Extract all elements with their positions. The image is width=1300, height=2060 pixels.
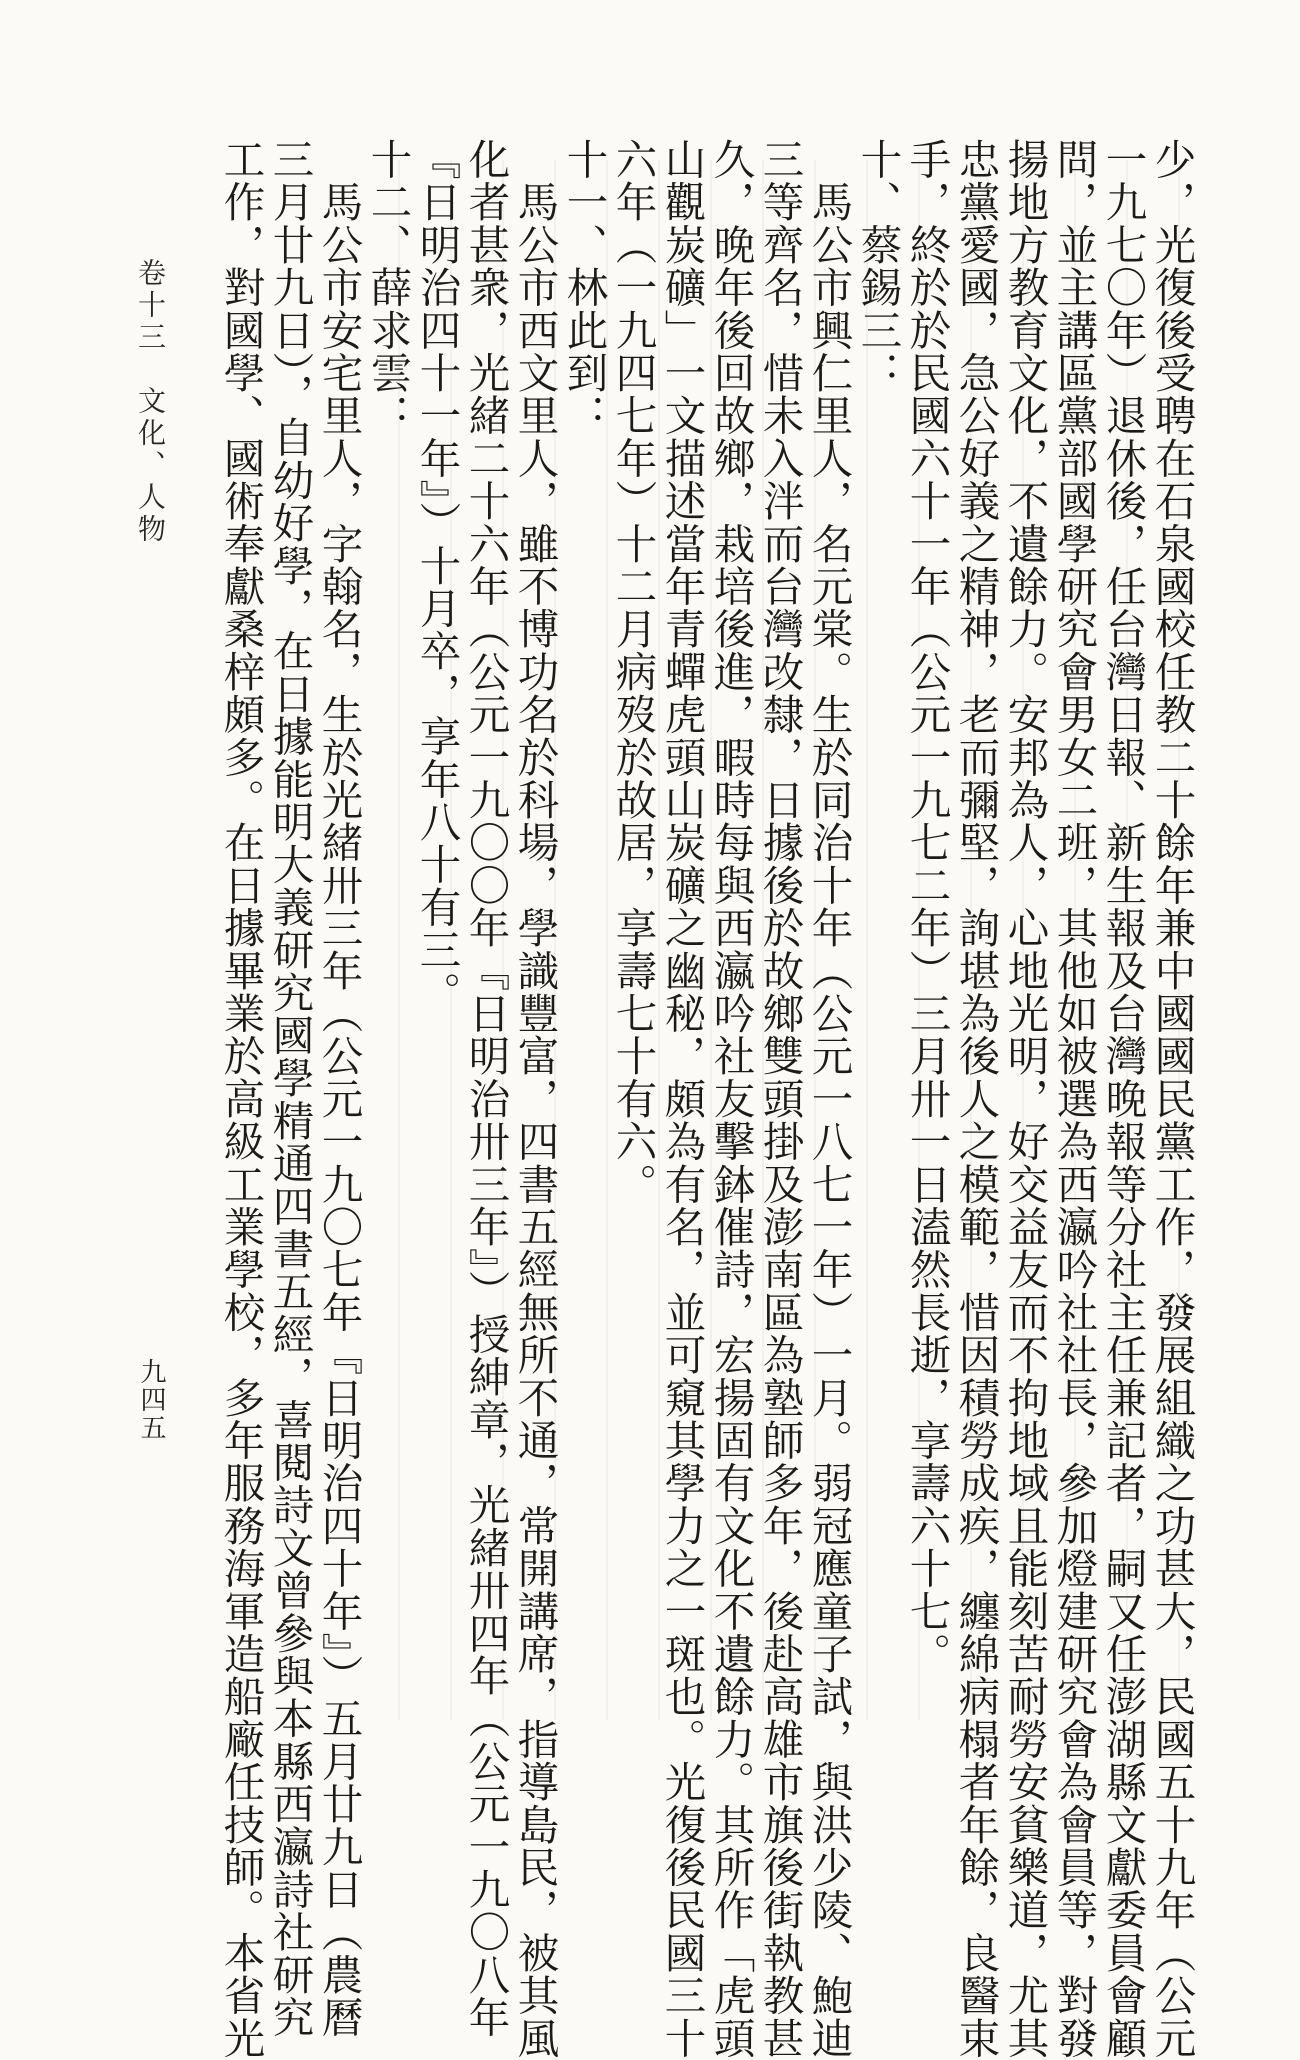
text-column-1: 少，光復後受聘在石泉國校任教二十餘年兼中國國民黨工作，發展組織之功甚大，民國五十九年（公元 xyxy=(1147,138,1197,2060)
text-column-8: 馬公市興仁里人，名元棠。生於同治十年（公元一八七一年）一月。弱冠應童子試，與洪少陵、鮑迪 xyxy=(804,138,854,2060)
text-column-5: 忠黨愛國，急公好義之精神，老而彌堅，詢堪為後人之模範，惜因積勞成疾，纏綿病榻者年餘，良醫束 xyxy=(951,138,1001,2060)
section-heading-12: 十二、薛求雲： xyxy=(363,138,413,437)
text-column-18: 馬公市安宅里人，字翰名，生於光緒卅三年（公元一九〇七年『日明治四十年』）五月廿九日（農曆 xyxy=(314,138,364,2039)
section-heading-11: 十一、林此到： xyxy=(559,138,609,437)
text-column-16: 『日明治四十一年』）十月卒，享年八十有三。 xyxy=(412,138,462,1014)
margin-title: 卷十三 文化、人物 xyxy=(134,258,167,546)
text-column-6: 手，終於於民國六十一年（公元一九七二年）三月卅一日溘然長逝，享壽六十七。 xyxy=(902,138,952,1676)
text-column-19: 三月廿九日），自幼好學，在日據能明大義研究國學精通四書五經，喜閱詩文曾參與本縣西瀛詩社研究 xyxy=(265,138,315,2039)
text-column-11: 山觀炭礦」一文描述當年青蟬虎頭山炭礦之幽秘，頗為有名，並可窺其學力之一斑也。光復後民國三十 xyxy=(657,138,707,2060)
text-column-20: 工作，對國學、國術奉獻桑梓頗多。在日據畢業於高級工業學校，多年服務海軍造船廠任技師。本省光 xyxy=(216,138,266,2060)
text-column-3: 問，並主講區黨部國學研究會男女二班，其他如被選為西瀛吟社社長，參加燈建研究會為會員等，對發 xyxy=(1049,138,1099,2060)
text-column-2: 一九七〇年）退休後，任台灣日報、新生報及台灣晚報等分社主任兼記者，嗣又任澎湖縣文獻委員會顧 xyxy=(1098,138,1148,2060)
text-column-15: 化者甚衆，光緒二十六年（公元一九〇〇年『日明治卅三年』）授紳章，光緒卅四年（公元一九〇八年 xyxy=(461,138,511,2039)
text-column-12: 六年（一九四七年）十二月病歿於故居，享壽七十有六。 xyxy=(608,138,658,1206)
text-column-14: 馬公市西文里人，雖不博功名於科場，學識豐富，四書五經無所不通，常開講席，指導島民，被其風 xyxy=(510,138,560,2060)
text-column-4: 揚地方教育文化，不遺餘力。安邦為人，心地光明，好交益友而不拘地域且能刻苦耐勞安貧樂道，尤其 xyxy=(1000,138,1050,2060)
text-column-9: 三等齊名，惜未入泮而台灣改隸，日據後於故鄉雙頭掛及澎南區為塾師多年，後赴高雄市旗後街執教甚 xyxy=(755,138,805,2060)
text-column-10: 久，晚年後回故鄉，栽培後進，暇時每與西瀛吟社友擊鉢催詩，宏揚固有文化不遺餘力。其所作「虎頭 xyxy=(706,138,756,2060)
section-heading-10: 十、蔡錫三： xyxy=(853,138,903,395)
page-number: 九四五 xyxy=(136,1358,166,1442)
